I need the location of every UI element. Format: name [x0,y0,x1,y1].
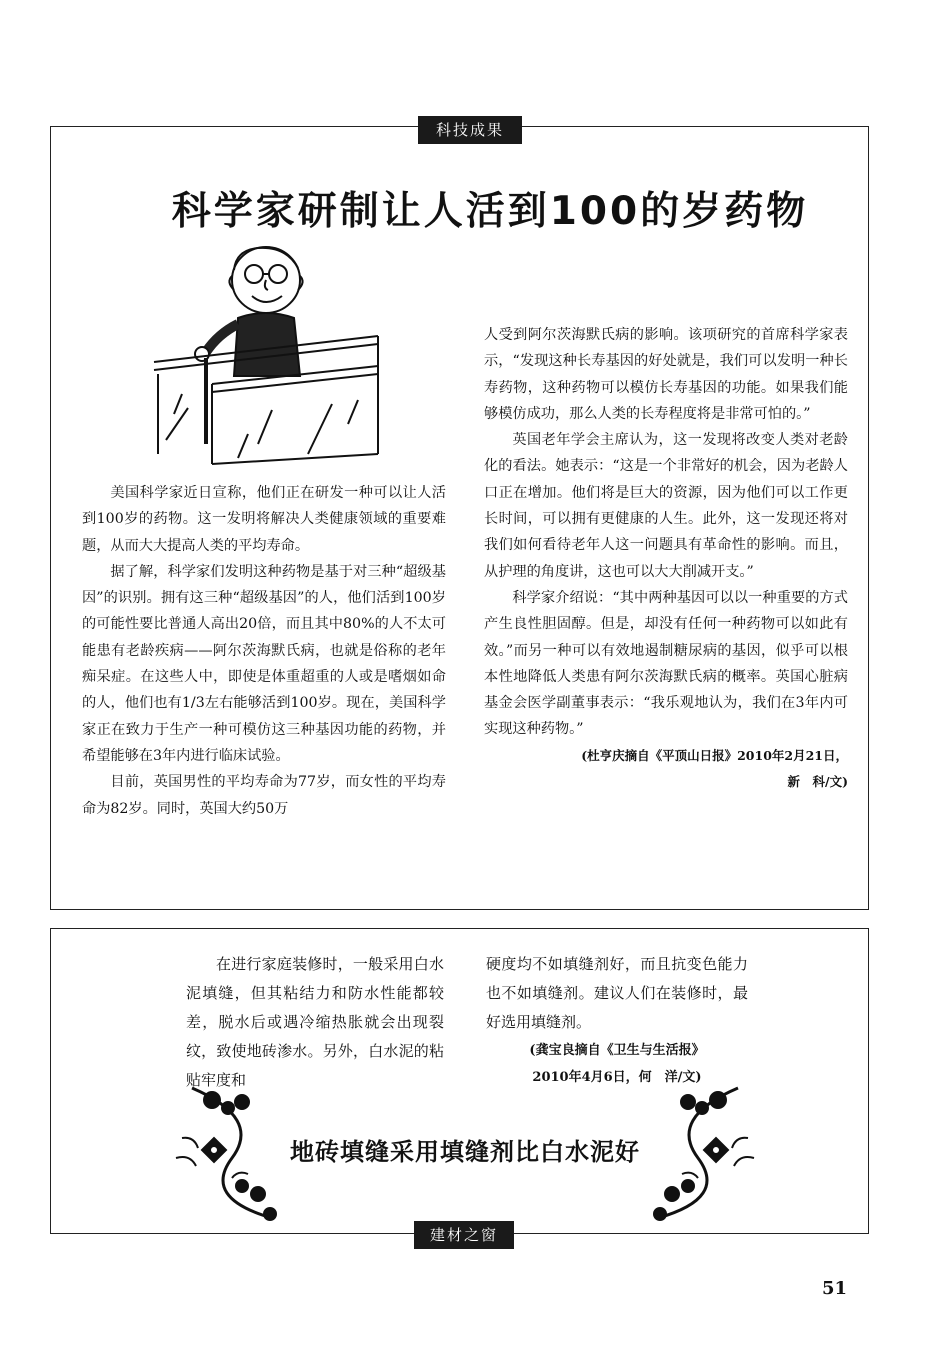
section-tag-science: 科技成果 [418,116,522,144]
article-column-left [82,480,446,822]
article2-paragraph-continued: 硬度均不如填缝剂好，而且抗变色能力也不如填缝剂。建议人们在装修时，最好选用填缝剂。 [486,955,748,1031]
article2-paragraph: 在进行家庭装修时，一般采用白水泥填缝，但其粘结力和防水性能都较差，脱水后或遇冷缩热胀就会出现裂纹，致使地砖渗水。另外，白水泥的粘贴牢度和 [186,955,444,1089]
citation-line: (龚宝良摘自《卫生与生活报》 [529,1043,705,1058]
article-paragraph-continued: 人受到阿尔茨海默氏病的影响。该项研究的首席科学家表示，“发现这种长寿基因的好处就是，我们可以发明一种长寿药物，这种药物可以模仿长寿基因的功能。如果我们能够模仿成功，那么人类的长寿程度将是非常可怕的。” [484,327,848,422]
citation-author: 新 科/文) [787,773,848,789]
citation-date: 2010年4月6日，何 洋/文) [532,1070,702,1085]
article2-column-right [486,950,748,1091]
article-paragraph: 英国老年学会主席认为，这一发现将改变人类对老龄化的看法。她表示：“这是一个非常好的机会，因为老龄人口正在增加。他们将是巨大的资源，因为他们可以工作更长时间，可以拥有更健康的人生。此外，这一发现还将对我们如何看待老年人这一问题具有革命性的影响。而且，从护理的角度讲，这也可以大大削减开支。” [484,432,848,580]
article-paragraph: 据了解，科学家们发明这种药物是基于对三种“超级基因”的识别。拥有这三种“超级基因”的人，他们活到100岁的可能性要比普通人高出20倍，而且其中80%的人不太可能患有老龄疾病——阿尔茨海默氏病，也就是俗称的老年痴呆症。在这些人中，即使是体重超重的人或是嗜烟如命的人，他们也有1/3左右能够活到100岁。现在，美国科学家正在致力于生产一种可模仿这三种基因功能的药物，并希望能够在3年内进行临床试验。 [82,563,446,764]
article-paragraph: 科学家介绍说：“其中两种基因可以以一种重要的方式产生良性胆固醇。但是，却没有任何一种药物可以如此有效。”而另一种可以有效地遏制糖尿病的基因，似乎可以根本性地降低人类患有阿尔茨海默氏病的概率。英国心脏病基金会医学副董事表示：“我乐观地认为，我们在3年内可实现这种药物。” [484,589,848,738]
article-title-building: 地砖填缝采用填缝剂比白水泥好 [290,1138,640,1166]
section-tag-building: 建材之窗 [414,1221,514,1249]
article-paragraph: 目前，英国男性的平均寿命为77岁，而女性的平均寿命为82岁。同时，英国大约50万 [82,774,446,817]
article2-column-left [186,950,444,1095]
article-column-right [484,322,848,795]
article-paragraph: 美国科学家近日宣称，他们正在研发一种可以让人活到100岁的药物。这一发明将解决人类健康领域的重要难题，从而大大提高人类的平均寿命。 [82,485,446,554]
article-title-science: 科学家研制让人活到100的岁药物 [171,189,809,234]
citation-line: (杜亨庆摘自《平顶山日报》2010年2月21日， [581,747,848,763]
old-man-illustration [148,244,384,466]
page-number: 51 [822,1278,848,1299]
